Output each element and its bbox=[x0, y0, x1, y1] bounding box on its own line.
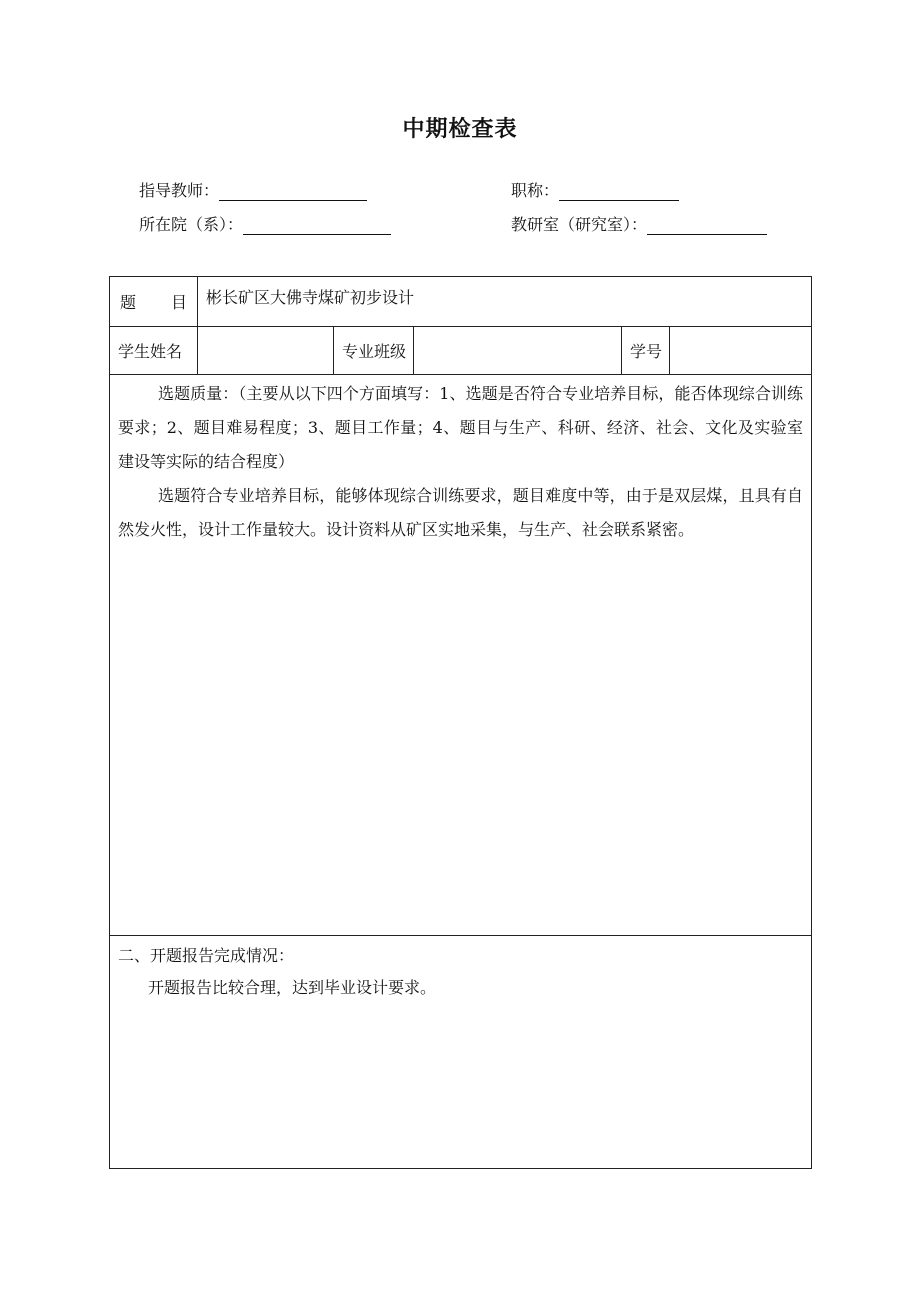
report-answer-text[interactable]: 开题报告比较合理，达到毕业设计要求。 bbox=[148, 978, 437, 997]
student-id-label-cell: 学号 bbox=[622, 327, 670, 374]
page-title: 中期检查表 bbox=[402, 117, 518, 142]
office-field bbox=[511, 212, 767, 235]
office-label: 教研室（研究室）： bbox=[511, 215, 648, 234]
quality-answer-text[interactable]: 选题符合专业培养目标，能够体现综合训练要求，题目难度中等，由于是双层煤，且具有自然发火性，设计工作量较大。设计资料从矿区实地采集，与生产、社会联系紧密。 bbox=[118, 486, 803, 539]
student-name-value-cell[interactable] bbox=[198, 327, 334, 374]
student-name-label-cell: 学生姓名 bbox=[110, 327, 198, 374]
advisor-blank-line[interactable] bbox=[219, 182, 367, 201]
student-info-row bbox=[110, 327, 811, 375]
topic-row bbox=[110, 277, 811, 327]
midterm-check-table bbox=[109, 276, 812, 1169]
topic-quality-section bbox=[110, 375, 811, 936]
topic-label-cell bbox=[110, 277, 198, 326]
office-blank-line[interactable] bbox=[647, 216, 767, 235]
student-id-value-cell[interactable] bbox=[670, 327, 811, 374]
advisor-field bbox=[139, 178, 367, 201]
topic-label-char-1: 题 bbox=[120, 293, 137, 312]
job-title-label: 职称： bbox=[511, 181, 560, 200]
college-field bbox=[139, 212, 391, 235]
major-class-value-cell[interactable] bbox=[414, 327, 622, 374]
topic-label-char-2: 目 bbox=[170, 293, 187, 312]
topic-value-cell[interactable]: 彬长矿区大佛寺煤矿初步设计 bbox=[206, 288, 415, 307]
job-title-field bbox=[511, 178, 679, 201]
college-label: 所在院（系）： bbox=[139, 215, 244, 234]
report-heading: 二、开题报告完成情况： bbox=[118, 946, 295, 965]
job-title-blank-line[interactable] bbox=[559, 182, 679, 201]
college-blank-line[interactable] bbox=[243, 216, 391, 235]
quality-prompt-text: 选题质量：（主要从以下四个方面填写：1、选题是否符合专业培养目标，能否体现综合训练要求；2、题目难易程度；3、题目工作量；4、题目与生产、科研、经济、社会、文化及实验室建设等实际的结合程度） bbox=[118, 384, 803, 471]
major-class-label-cell: 专业班级 bbox=[334, 327, 414, 374]
advisor-label: 指导教师： bbox=[139, 181, 220, 200]
proposal-report-section bbox=[110, 936, 811, 1168]
